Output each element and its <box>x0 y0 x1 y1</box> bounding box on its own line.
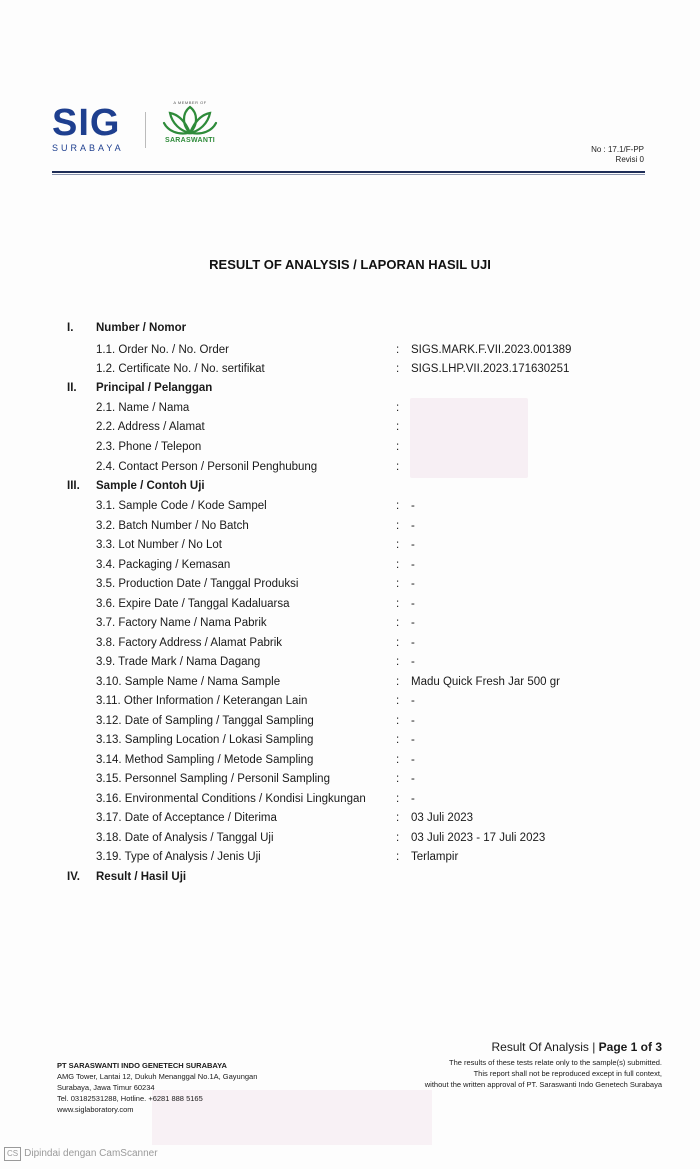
field-row <box>0 458 700 476</box>
company-phone: Tel. 03182531288, Hotline. +6281 888 5165 <box>57 1094 203 1103</box>
field-label: 3.16. Environmental Conditions / Kondisi Lingkungan <box>96 792 366 805</box>
field-colon: : <box>396 831 400 844</box>
field-value: - <box>411 558 415 571</box>
field-colon: : <box>396 402 400 414</box>
field-label: 3.3. Lot Number / No Lot <box>96 539 222 551</box>
section-num: III. <box>67 480 80 492</box>
member-of-text: A MEMBER OF <box>173 100 207 105</box>
field-label: 2.1. Name / Nama <box>96 402 190 414</box>
section-num: I. <box>67 322 74 334</box>
field-row <box>0 751 700 769</box>
field-label: 1.2. Certificate No. / No. sertifikat <box>96 363 265 375</box>
field-value: - <box>411 714 415 727</box>
sig-logo-city: SURABAYA <box>52 143 124 153</box>
field-value: - <box>411 597 415 610</box>
field-colon: : <box>396 558 400 571</box>
field-row <box>0 536 700 554</box>
section-label: Sample / Contoh Uji <box>96 480 205 492</box>
field-value: 03 Juli 2023 <box>411 812 474 824</box>
field-colon: : <box>396 519 400 532</box>
field-colon: : <box>396 851 400 863</box>
scanner-watermark <box>4 1147 158 1161</box>
field-row <box>0 848 700 866</box>
field-row <box>0 790 700 808</box>
field-label: 2.3. Phone / Telepon <box>96 441 202 453</box>
field-label: 3.13. Sampling Location / Lokasi Sampling <box>96 734 314 746</box>
field-row <box>0 829 700 847</box>
document-number <box>591 145 644 165</box>
field-row <box>0 614 700 632</box>
field-label: 3.9. Trade Mark / Nama Dagang <box>96 656 261 668</box>
field-value: - <box>411 734 415 746</box>
field-value: - <box>411 500 415 512</box>
section-sample <box>0 477 700 495</box>
field-value: SIGS.LHP.VII.2023.171630251 <box>411 363 570 375</box>
section-number <box>0 319 700 337</box>
field-value: SIGS.MARK.F.VII.2023.001389 <box>411 344 572 356</box>
field-label: 3.4. Packaging / Kemasan <box>96 558 231 571</box>
field-label: 3.15. Personnel Sampling / Personil Sampling <box>96 773 330 785</box>
field-value: - <box>411 773 415 785</box>
company-info <box>57 1060 257 1115</box>
field-row <box>0 809 700 827</box>
field-value: - <box>411 792 415 805</box>
saraswanti-logo <box>158 100 222 156</box>
field-label: 3.14. Method Sampling / Metode Sampling <box>96 753 314 766</box>
field-value: - <box>411 695 415 707</box>
report-title: RESULT OF ANALYSIS / LAPORAN HASIL UJI <box>209 257 491 272</box>
field-label: 3.17. Date of Acceptance / Diterima <box>96 812 277 824</box>
logo-divider <box>145 112 146 148</box>
field-colon: : <box>396 636 400 649</box>
revision-text: Revisi 0 <box>615 155 644 164</box>
report-label: Result Of Analysis | <box>491 1040 599 1054</box>
field-row <box>0 517 700 535</box>
field-value: - <box>411 753 415 766</box>
field-label: 3.7. Factory Name / Nama Pabrik <box>96 617 267 629</box>
field-label: 3.12. Date of Sampling / Tanggal Sampling <box>96 714 314 727</box>
field-row <box>0 438 700 456</box>
field-row <box>0 712 700 730</box>
field-colon: : <box>396 714 400 727</box>
field-label: 3.1. Sample Code / Kode Sampel <box>96 500 267 512</box>
field-row <box>0 770 700 788</box>
disclaimer-line2: This report shall not be reproduced except in full context, <box>473 1069 662 1078</box>
field-row <box>0 556 700 574</box>
section-label: Number / Nomor <box>96 322 187 334</box>
field-label: 3.10. Sample Name / Nama Sample <box>96 675 281 688</box>
section-num: IV. <box>67 871 81 883</box>
field-row <box>0 653 700 671</box>
field-value: - <box>411 617 415 629</box>
disclaimer-line1: The results of these tests relate only to the sample(s) submitted. <box>448 1058 662 1067</box>
field-colon: : <box>396 500 400 512</box>
field-colon: : <box>396 539 400 551</box>
field-value: - <box>411 578 415 590</box>
field-colon: : <box>396 597 400 610</box>
field-value: - <box>411 519 415 532</box>
field-row <box>0 575 700 593</box>
field-colon: : <box>396 344 400 356</box>
field-colon: : <box>396 773 400 785</box>
field-label: 3.6. Expire Date / Tanggal Kadaluarsa <box>96 597 290 610</box>
field-label: 3.19. Type of Analysis / Jenis Uji <box>96 851 261 863</box>
field-label: 3.2. Batch Number / No Batch <box>96 519 249 532</box>
field-value: 03 Juli 2023 - 17 Juli 2023 <box>411 831 546 844</box>
saraswanti-name: SARASWANTI <box>164 137 216 144</box>
field-colon: : <box>396 695 400 707</box>
sig-logo-word: SIG <box>52 102 121 144</box>
page-label: Page 1 of 3 <box>598 1040 662 1054</box>
field-label: 2.4. Contact Person / Personil Penghubung <box>96 461 318 473</box>
field-row <box>0 418 700 436</box>
field-colon: : <box>396 461 400 473</box>
disclaimer-line3: without the written approval of PT. Saraswanti Indo Genetech Surabaya <box>424 1080 662 1089</box>
lotus-icon <box>162 105 218 137</box>
field-colon: : <box>396 656 400 668</box>
report-footer <box>425 1037 662 1090</box>
field-row <box>0 634 700 652</box>
field-value: Terlampir <box>411 851 459 863</box>
doc-no-text: No : 17.1/F-PP <box>591 145 644 154</box>
scanner-text: Dipindai dengan CamScanner <box>24 1148 158 1159</box>
field-colon: : <box>396 812 400 824</box>
section-label: Result / Hasil Uji <box>96 871 187 883</box>
field-row <box>0 595 700 613</box>
company-name: PT SARASWANTI INDO GENETECH SURABAYA <box>57 1061 227 1070</box>
field-label: 3.8. Factory Address / Alamat Pabrik <box>96 636 282 649</box>
section-principal <box>0 379 700 397</box>
field-label: 3.18. Date of Analysis / Tanggal Uji <box>96 831 274 844</box>
section-result <box>0 868 700 886</box>
field-label: 3.5. Production Date / Tanggal Produksi <box>96 578 299 590</box>
field-colon: : <box>396 675 400 688</box>
field-colon: : <box>396 753 400 766</box>
field-row <box>0 360 700 378</box>
section-num: II. <box>67 382 77 394</box>
field-colon: : <box>396 421 400 433</box>
redacted-area <box>410 398 528 478</box>
field-row <box>0 731 700 749</box>
field-label: 3.11. Other Information / Keterangan Lain <box>96 695 308 707</box>
field-colon: : <box>396 441 400 453</box>
field-row <box>0 497 700 515</box>
field-colon: : <box>396 578 400 590</box>
field-colon: : <box>396 363 400 375</box>
page-indicator <box>425 1037 662 1057</box>
field-label: 1.1. Order No. / No. Order <box>96 344 229 356</box>
company-address-line1: AMG Tower, Lantai 12, Dukuh Menanggal No.1A, Gayungan <box>57 1072 258 1081</box>
company-website: www.siglaboratory.com <box>57 1105 134 1114</box>
field-value: - <box>411 539 415 551</box>
field-colon: : <box>396 792 400 805</box>
field-value: - <box>411 656 415 668</box>
company-address-line2: Surabaya, Jawa Timur 60234 <box>57 1083 155 1092</box>
field-row <box>0 341 700 359</box>
field-colon: : <box>396 617 400 629</box>
field-row <box>0 673 700 691</box>
field-value: Madu Quick Fresh Jar 500 gr <box>411 675 560 688</box>
header-rule <box>52 171 645 173</box>
field-value: - <box>411 636 415 649</box>
field-row <box>0 692 700 710</box>
camscanner-icon: CS <box>4 1147 21 1161</box>
field-row <box>0 399 700 417</box>
section-label: Principal / Pelanggan <box>96 382 213 394</box>
sig-logo <box>52 103 130 155</box>
field-label: 2.2. Address / Alamat <box>96 421 205 433</box>
field-colon: : <box>396 734 400 746</box>
header-rule-thin <box>52 174 645 175</box>
